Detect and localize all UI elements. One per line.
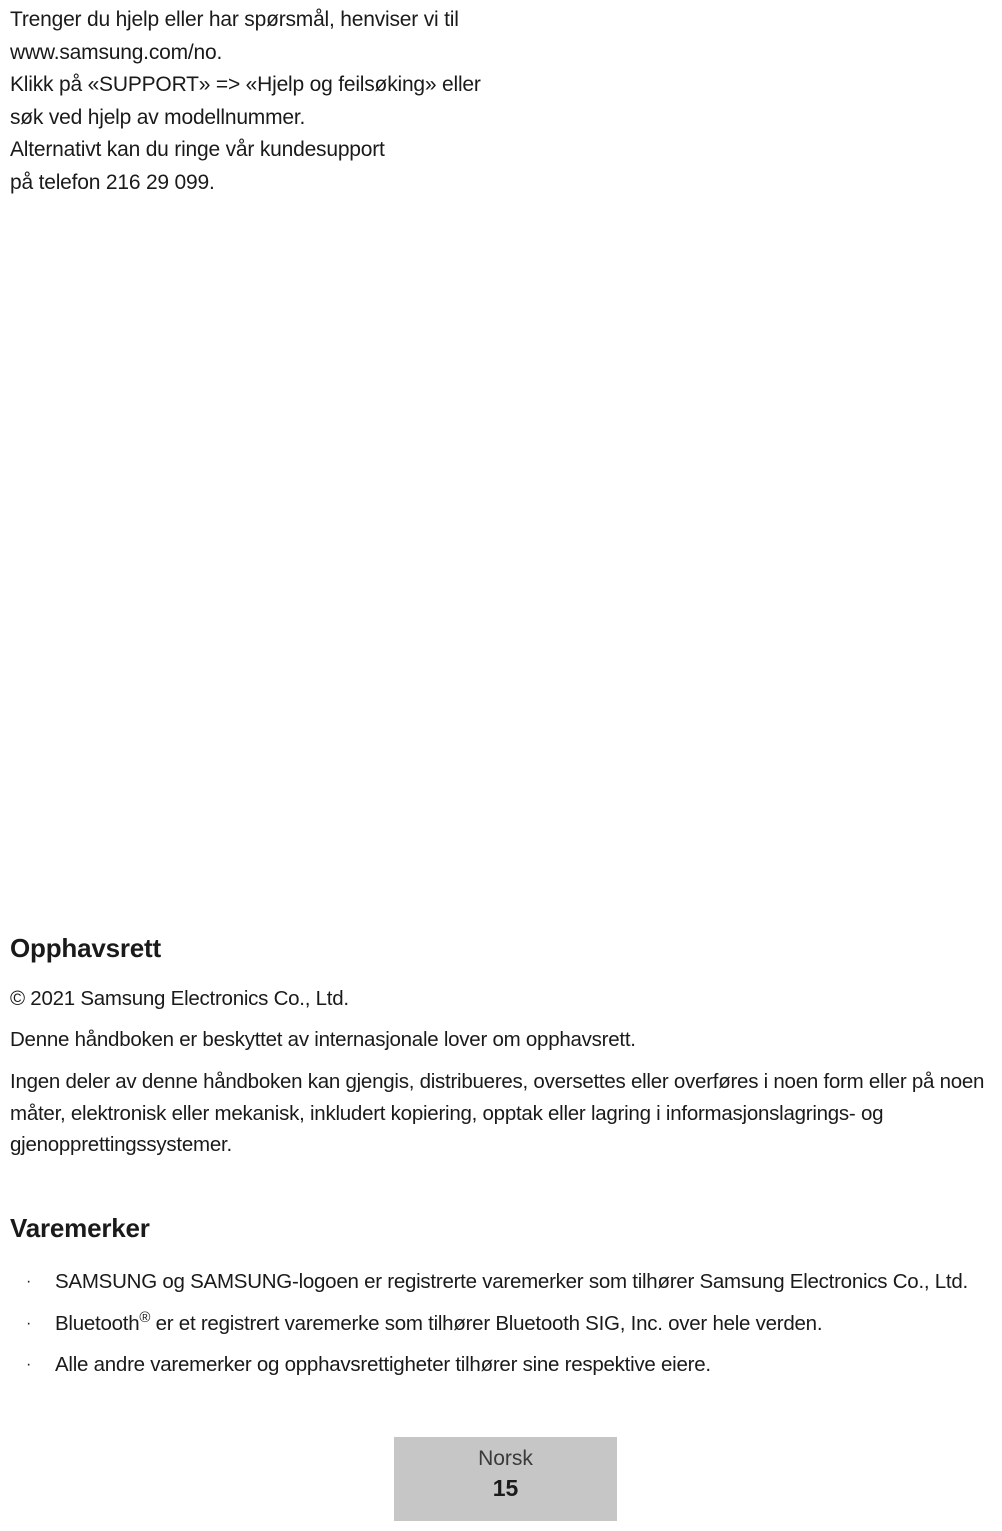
list-item: [0, 1349, 990, 1381]
support-phone: på telefon 216 29 099.: [10, 170, 215, 194]
bullet: ·: [26, 1314, 32, 1332]
page-number: 15: [492, 1475, 519, 1501]
copyright-heading: Opphavsrett: [10, 933, 161, 963]
support-line: søk ved hjelp av modellnummer.: [10, 105, 306, 129]
trademark-bluetooth-name: Bluetooth: [55, 1311, 140, 1335]
support-line: Trenger du hjelp eller har spørsmål, henviser vi til: [10, 8, 459, 31]
support-info: [10, 4, 530, 200]
bullet: ·: [26, 1273, 32, 1290]
support-line: Alternativt kan du ringe vår kundesupport: [10, 138, 385, 162]
trademarks-heading: Varemerker: [10, 1213, 150, 1243]
copyright-reproduction-text: Ingen deler av denne håndboken kan gjengis, distribueres, oversettes eller overføres i noen form eller på noen måter, elektronisk eller mekanisk, inkludert kopiering, opptak eller lagring i informasjonslagrings- og gjenopprettingssystemer.: [10, 1070, 985, 1156]
support-url: www.samsung.com/no.: [10, 40, 223, 64]
copyright-notice: © 2021 Samsung Electronics Co., Ltd.: [10, 987, 349, 1010]
support-line: Klikk på «SUPPORT» => «Hjelp og feilsøking» eller: [10, 73, 481, 97]
trademark-samsung-text: SAMSUNG og SAMSUNG-logoen er registrerte varemerker som tilhører Samsung Electronics Co., Ltd.: [55, 1270, 968, 1293]
registered-mark: ®: [139, 1308, 151, 1326]
footer-language: Norsk: [478, 1447, 533, 1470]
bullet: ·: [26, 1356, 32, 1373]
list-item: [0, 1266, 990, 1298]
list-item: [0, 1308, 990, 1340]
trademark-bluetooth-text: er et registrert varemerke som tilhører Bluetooth SIG, Inc. over hele verden.: [150, 1311, 823, 1335]
page-footer: [394, 1437, 617, 1521]
trademarks-list: [0, 1266, 990, 1391]
trademark-others-text: Alle andre varemerker og opphavsrettigheter tilhører sine respektive eiere.: [55, 1353, 711, 1376]
copyright-protection-text: Denne håndboken er beskyttet av internasjonale lover om opphavsrett.: [10, 1028, 636, 1051]
